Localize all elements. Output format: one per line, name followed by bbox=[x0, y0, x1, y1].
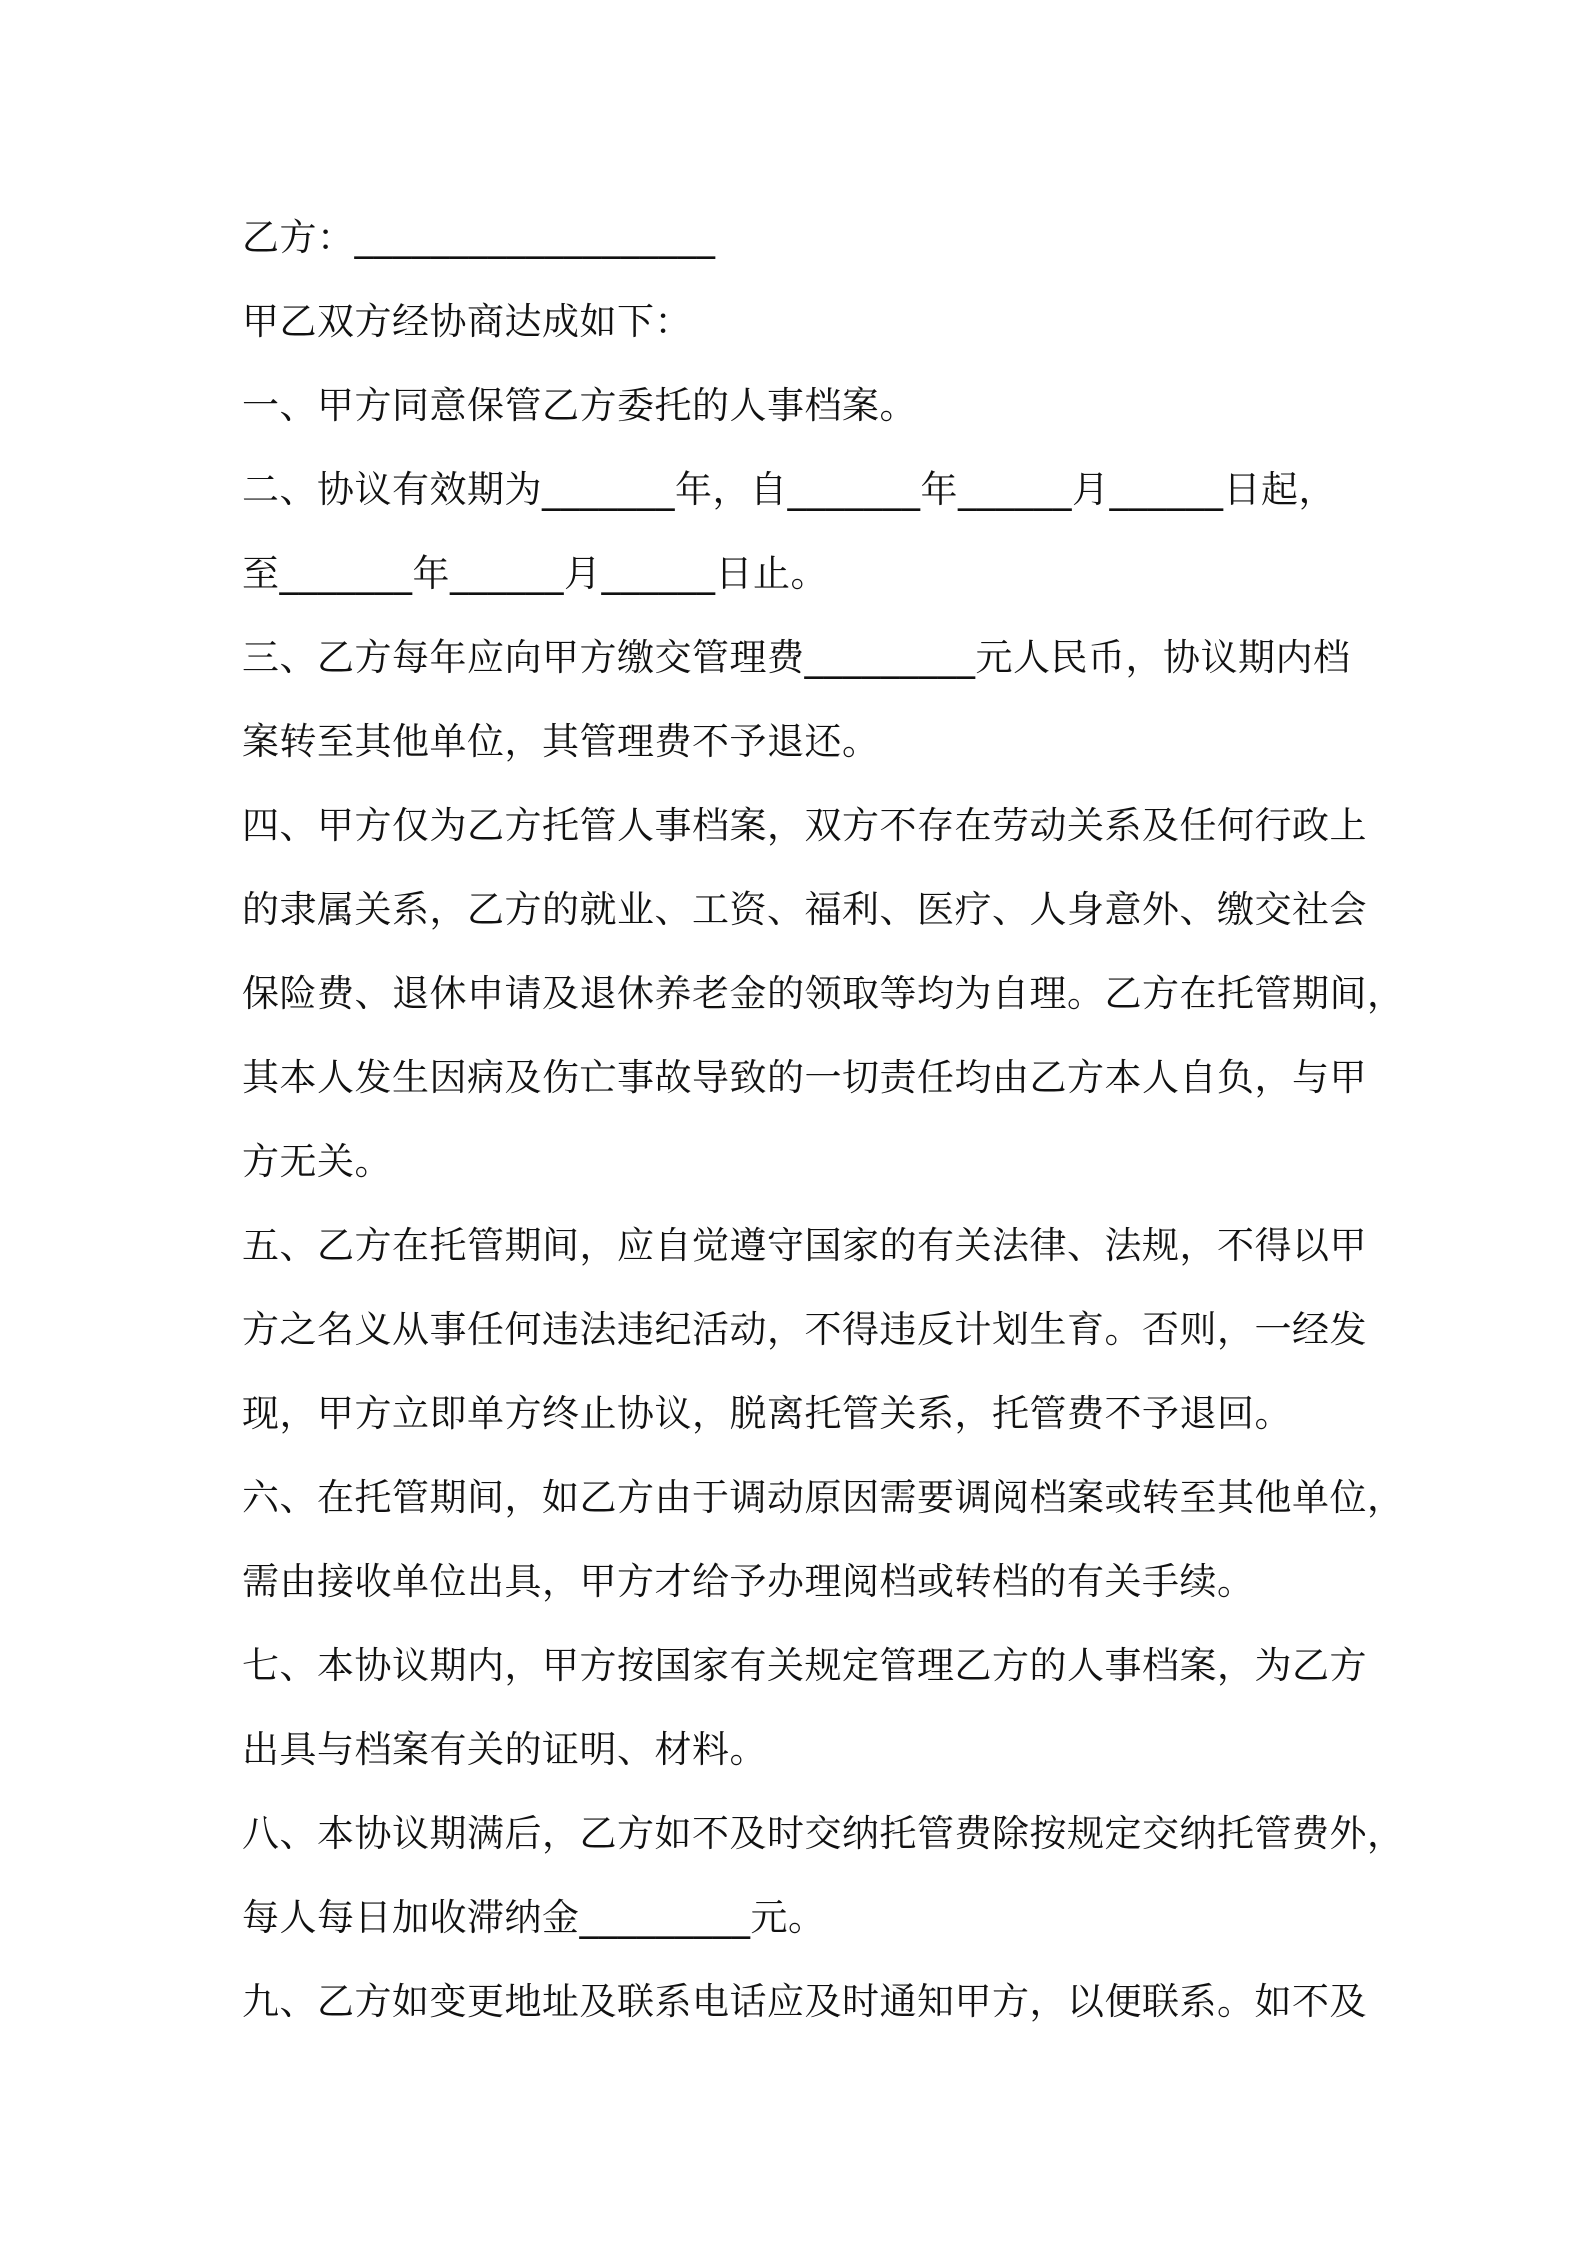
clause-5-line-2: 方之名义从事任何违法违纪活动，不得违反计划生育。否则，一经发 bbox=[242, 1308, 1367, 1351]
clause-4-line-4: 其本人发生因病及伤亡事故导致的一切责任均由乙方本人自负，与甲 bbox=[242, 1056, 1367, 1099]
clause-2-line-2: 至_______年______月______日止。 bbox=[242, 552, 828, 595]
clause-2-line-1: 二、协议有效期为_______年，自_______年______月______日起， bbox=[242, 468, 1336, 511]
clause-4-line-2: 的隶属关系，乙方的就业、工资、福利、医疗、人身意外、缴交社会 bbox=[242, 888, 1367, 931]
clause-4-line-5: 方无关。 bbox=[242, 1140, 392, 1183]
clause-1: 一、甲方同意保管乙方委托的人事档案。 bbox=[242, 384, 917, 427]
agreement-intro: 甲乙双方经协商达成如下： bbox=[242, 300, 692, 343]
clause-7-line-2: 出具与档案有关的证明、材料。 bbox=[242, 1728, 767, 1771]
clause-4-line-3: 保险费、退休申请及退休养老金的领取等均为自理。乙方在托管期间， bbox=[242, 972, 1405, 1015]
clause-4-line-1: 四、甲方仅为乙方托管人事档案，双方不存在劳动关系及任何行政上 bbox=[242, 804, 1367, 847]
clause-3-line-2: 案转至其他单位，其管理费不予退还。 bbox=[242, 720, 880, 763]
clause-5-line-1: 五、乙方在托管期间，应自觉遵守国家的有关法律、法规，不得以甲 bbox=[242, 1224, 1367, 1267]
clause-5-line-3: 现，甲方立即单方终止协议，脱离托管关系，托管费不予退回。 bbox=[242, 1392, 1292, 1435]
clause-3-line-1: 三、乙方每年应向甲方缴交管理费_________元人民币，协议期内档 bbox=[242, 636, 1351, 679]
clause-6-line-2: 需由接收单位出具，甲方才给予办理阅档或转档的有关手续。 bbox=[242, 1560, 1255, 1603]
clause-8-line-2: 每人每日加收滞纳金_________元。 bbox=[242, 1896, 826, 1939]
document-body bbox=[242, 196, 1405, 2044]
clause-7-line-1: 七、本协议期内，甲方按国家有关规定管理乙方的人事档案，为乙方 bbox=[242, 1644, 1367, 1687]
party-b-line: 乙方：___________________ bbox=[242, 216, 716, 259]
clause-6-line-1: 六、在托管期间，如乙方由于调动原因需要调阅档案或转至其他单位， bbox=[242, 1476, 1405, 1519]
clause-8-line-1: 八、本协议期满后，乙方如不及时交纳托管费除按规定交纳托管费外， bbox=[242, 1812, 1405, 1855]
clause-9-line-1: 九、乙方如变更地址及联系电话应及时通知甲方，以便联系。如不及 bbox=[242, 1980, 1367, 2023]
